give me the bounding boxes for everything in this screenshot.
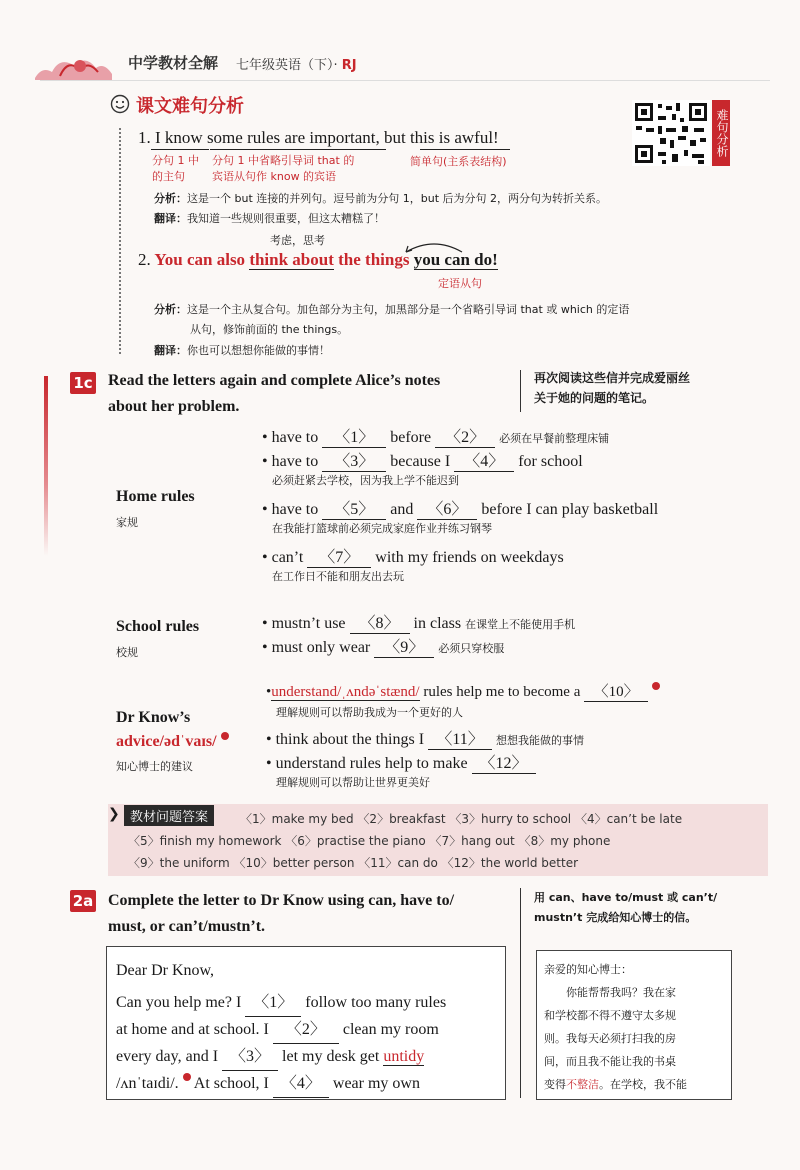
s1-note-1b: 的主句 bbox=[152, 170, 185, 183]
letter-text bbox=[116, 958, 446, 1098]
s1-note-2b: 宾语从句作 know 的宾语 bbox=[212, 170, 337, 183]
header-edition: RJ bbox=[341, 58, 357, 73]
s1-c: in class bbox=[413, 615, 462, 632]
home-rules-cn: 家规 bbox=[116, 516, 138, 529]
s2-red-2: think about bbox=[249, 250, 334, 269]
blank-7[interactable]: 〈7〉 bbox=[307, 544, 371, 568]
cn-letter-greeting: 亲爱的知心博士： bbox=[544, 963, 632, 976]
task-2a-tag: 2a bbox=[70, 890, 96, 912]
s2-cn: 必须只穿校服 bbox=[438, 642, 505, 655]
header-decoration bbox=[30, 48, 120, 82]
s1-analysis-text: 这是一个 but 连接的并列句。逗号前为分句 1，but 后为分句 2，两分句为转折关系。 bbox=[187, 192, 608, 205]
h4-a: • can’t bbox=[262, 549, 304, 566]
letter-l1a: Can you help me? I bbox=[116, 994, 242, 1011]
note-dot-icon bbox=[183, 1073, 191, 1081]
advice-3 bbox=[266, 750, 536, 774]
blank-1[interactable]: 〈1〉 bbox=[322, 424, 386, 448]
sentence-2 bbox=[138, 250, 498, 270]
blank-4[interactable]: 〈4〉 bbox=[454, 448, 514, 472]
h2-e: for school bbox=[518, 453, 583, 470]
cn-letter-l4: 间，而且我不能让我的书桌 bbox=[544, 1055, 676, 1068]
header-brand: 中学教材全解 bbox=[128, 54, 219, 72]
s1-note-1 bbox=[152, 153, 199, 185]
s1-analysis-label: 分析： bbox=[154, 192, 187, 205]
blank-6[interactable]: 〈6〉 bbox=[417, 496, 477, 520]
s1-underline-a bbox=[151, 149, 209, 150]
s2-analysis-l1: 这是一个主从复合句。加色部分为主句，加黑部分是一个省略引导词 that 或 which 的定语 bbox=[187, 303, 630, 316]
header-grade bbox=[236, 54, 357, 73]
d2-a: • think about the things I bbox=[266, 731, 425, 748]
task-1c-cn-l2: 关于她的问题的笔记。 bbox=[534, 391, 655, 405]
drknow-l1: Dr Know’s bbox=[116, 709, 191, 726]
note-dot-icon bbox=[652, 682, 660, 690]
letter-l2c: clean my room bbox=[342, 1021, 439, 1038]
d2-cn: 想想我能做的事情 bbox=[496, 734, 585, 747]
blank-3[interactable]: 〈3〉 bbox=[322, 448, 386, 472]
task-2a-instruction bbox=[108, 888, 454, 940]
task-2a-l2: must, or can’t/mustn’t. bbox=[108, 918, 266, 935]
s2-num: 2. bbox=[138, 250, 151, 269]
d1-b: rules help me to become a bbox=[423, 684, 581, 700]
home-rule-3 bbox=[262, 496, 658, 520]
h2-cn: 必须赶紧去学校，因为我上学不能迟到 bbox=[272, 474, 459, 487]
s1-cn: 在课堂上不能使用手机 bbox=[465, 618, 576, 631]
blank-5[interactable]: 〈5〉 bbox=[322, 496, 386, 520]
s2-translation bbox=[154, 342, 330, 358]
h3-c: and bbox=[390, 501, 414, 518]
d3-cn: 理解规则可以帮助让世界更美好 bbox=[276, 776, 430, 789]
letter-l4d: wear my own bbox=[332, 1075, 420, 1092]
letter-blank-4[interactable]: 〈4〉 bbox=[273, 1071, 329, 1098]
s1-note-3: 简单句(主系表结构) bbox=[410, 155, 507, 168]
letter-blank-2[interactable]: 〈2〉 bbox=[273, 1017, 339, 1044]
letter-l3c: let my desk get bbox=[282, 1048, 380, 1065]
drknow-cn: 知心博士的建议 bbox=[116, 760, 193, 773]
answers-line-1: 〈1〉make my bed 〈2〉breakfast 〈3〉hurry to school 〈4〉can’t be late bbox=[240, 812, 683, 826]
d3-a: • understand rules help to make bbox=[266, 755, 468, 772]
d1-cn: 理解规则可以帮助我成为一个更好的人 bbox=[276, 706, 463, 719]
task-2a-cn-l2: mustn’t 完成给知心博士的信。 bbox=[534, 911, 697, 924]
s1-underline-b bbox=[210, 149, 386, 150]
s2-analysis-label: 分析： bbox=[154, 303, 187, 316]
blank-12[interactable]: 〈12〉 bbox=[472, 750, 536, 774]
d1-a: understand/ˌʌndəˈstænd/ bbox=[271, 684, 420, 700]
blank-10[interactable]: 〈10〉 bbox=[584, 680, 648, 702]
qr-code[interactable] bbox=[632, 100, 710, 166]
h1-c: before bbox=[390, 429, 432, 446]
school-rules-label: School rules bbox=[116, 618, 200, 635]
letter-l3a: every day, and I bbox=[116, 1048, 219, 1065]
qr-label: 难句分析 bbox=[712, 100, 730, 166]
s1-translation-text: 我知道一些规则很重要，但这太糟糕了！ bbox=[187, 212, 385, 225]
header-rule bbox=[40, 80, 770, 81]
blank-8[interactable]: 〈8〉 bbox=[350, 610, 410, 634]
letter-l4a: /ʌnˈtaɪdi/. bbox=[116, 1075, 179, 1092]
bullet: • bbox=[266, 684, 272, 700]
task-1c-l2: about her problem. bbox=[108, 398, 240, 415]
advice-2 bbox=[266, 726, 584, 750]
s2-gloss: 考虑，思考 bbox=[270, 234, 325, 247]
answers-line-2: 〈5〉finish my homework 〈6〉practise the piano 〈7〉hang out 〈8〉my phone bbox=[128, 834, 611, 848]
answers-label: 教材问题答案 bbox=[124, 805, 214, 826]
analysis-title: 课文难句分析 bbox=[136, 96, 244, 117]
task-1c-tag: 1c bbox=[70, 372, 96, 394]
s1-translation-label: 翻译： bbox=[154, 212, 187, 225]
s2-black: you can do! bbox=[413, 250, 498, 269]
header-grade-text: 七年级英语（下）· bbox=[236, 58, 338, 73]
h2-a: • have to bbox=[262, 453, 319, 470]
cn-letter-l1: 你能帮帮我吗？我在家 bbox=[566, 986, 676, 999]
home-rule-1 bbox=[262, 424, 609, 448]
cn-letter-text bbox=[544, 958, 687, 1096]
s2-analysis-l2: 从句，修饰前面的 the things。 bbox=[190, 323, 349, 336]
letter-blank-3[interactable]: 〈3〉 bbox=[222, 1044, 278, 1071]
home-rule-4 bbox=[262, 544, 564, 568]
cn-letter-l5b: 不整洁 bbox=[566, 1078, 599, 1091]
s1-underline-c bbox=[420, 149, 510, 150]
task-2a-divider bbox=[520, 888, 521, 1098]
school-rule-2 bbox=[262, 634, 504, 658]
h2-c: because I bbox=[390, 453, 451, 470]
s2-translation-label: 翻译： bbox=[154, 344, 187, 357]
left-red-mark bbox=[44, 376, 48, 556]
sentence-1 bbox=[138, 128, 499, 148]
s2-analysis bbox=[154, 300, 744, 340]
school-rules-cn: 校规 bbox=[116, 646, 138, 659]
drknow-label bbox=[116, 706, 229, 754]
task-1c-cn-l1: 再次阅读这些信并完成爱丽丝 bbox=[534, 371, 691, 385]
smiley-icon bbox=[110, 94, 130, 118]
h1-cn: 必须在早餐前整理床铺 bbox=[499, 432, 610, 445]
home-rules-label: Home rules bbox=[116, 488, 195, 505]
letter-blank-1[interactable]: 〈1〉 bbox=[245, 990, 301, 1017]
blank-9[interactable]: 〈9〉 bbox=[374, 634, 434, 658]
s2-translation-text: 你也可以想想你能做的事情！ bbox=[187, 344, 330, 357]
h3-e: before I can play basketball bbox=[481, 501, 659, 518]
s1-a: • mustn’t use bbox=[262, 615, 346, 632]
s2-red-3: the things bbox=[338, 250, 410, 269]
blank-11[interactable]: 〈11〉 bbox=[428, 726, 492, 750]
note-dot-icon bbox=[221, 732, 229, 740]
h3-cn: 在我能打篮球前必须完成家庭作业并练习钢琴 bbox=[272, 522, 492, 535]
letter-l1c: follow too many rules bbox=[305, 994, 447, 1011]
task-1c-divider bbox=[520, 370, 521, 412]
task-2a-l1: Complete the letter to Dr Know using can, have to/ bbox=[108, 892, 455, 909]
school-rule-1 bbox=[262, 610, 575, 634]
task-2a-cn bbox=[534, 888, 717, 928]
cn-letter-l5a: 变得 bbox=[544, 1078, 566, 1091]
left-margin-line bbox=[119, 128, 121, 354]
task-1c-instruction bbox=[108, 368, 440, 420]
answers-arrow-icon: ❯ bbox=[108, 806, 120, 822]
cn-letter-l2: 和学校都不得不遵守太多规 bbox=[544, 1009, 676, 1022]
cn-letter-l3: 则。我每天必须打扫我的房 bbox=[544, 1032, 676, 1045]
h4-c: with my friends on weekdays bbox=[375, 549, 564, 566]
task-2a-cn-l1: 用 can、have to/must 或 can’t/ bbox=[534, 891, 718, 904]
s1-translation bbox=[154, 210, 385, 226]
letter-l3d: untidy bbox=[383, 1048, 425, 1065]
h3-a: • have to bbox=[262, 501, 319, 518]
letter-l4b: At school, I bbox=[193, 1075, 269, 1092]
h4-cn: 在工作日不能和朋友出去玩 bbox=[272, 570, 404, 583]
s1-note-2a: 分句 1 中省略引导词 that 的 bbox=[212, 154, 355, 167]
h1-a: • have to bbox=[262, 429, 319, 446]
home-rule-2 bbox=[262, 448, 583, 472]
sentence-1-text: 1. I know some rules are important, but this is awful! bbox=[138, 128, 499, 147]
s1-note-2 bbox=[212, 153, 354, 185]
s2-a: • must only wear bbox=[262, 639, 371, 656]
blank-2[interactable]: 〈2〉 bbox=[435, 424, 495, 448]
letter-greeting: Dear Dr Know, bbox=[116, 962, 215, 979]
answers-line-3: 〈9〉the uniform 〈10〉better person 〈11〉can do 〈12〉the world better bbox=[128, 856, 579, 870]
s1-analysis bbox=[154, 190, 607, 206]
letter-l2a: at home and at school. I bbox=[116, 1021, 269, 1038]
drknow-l2: advice/ədˈvaɪs/ bbox=[116, 733, 217, 750]
s1-note-1a: 分句 1 中 bbox=[152, 154, 199, 167]
s2-clause-note: 定语从句 bbox=[438, 277, 482, 290]
task-1c-cn bbox=[534, 368, 690, 408]
task-1c-l1: Read the letters again and complete Alice’s notes bbox=[108, 372, 441, 389]
cn-letter-l5c: 。在学校，我不能 bbox=[599, 1078, 687, 1091]
s2-red-1: You can also bbox=[154, 250, 246, 269]
advice-1 bbox=[266, 680, 660, 702]
